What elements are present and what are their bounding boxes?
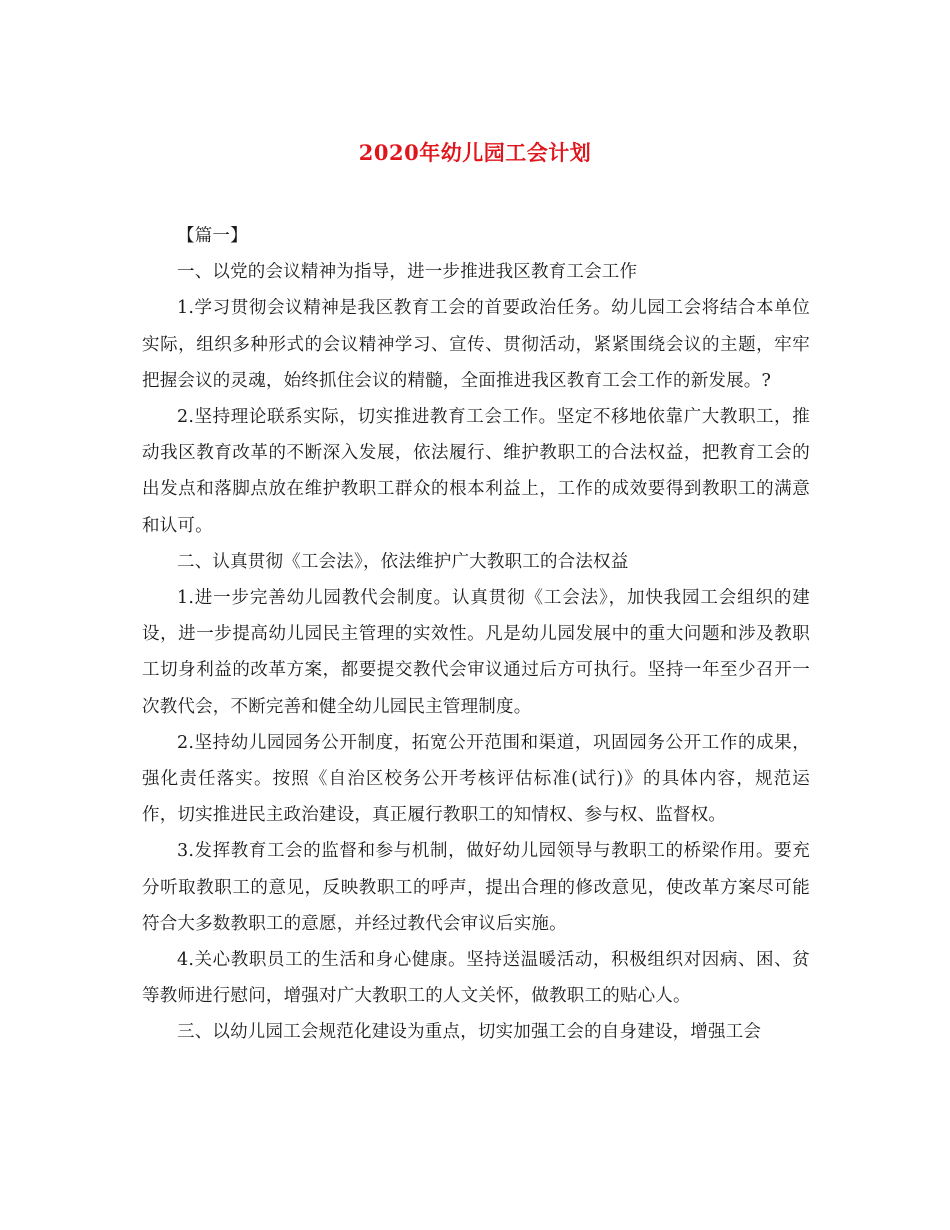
section-label-part-one: 【篇一】 (177, 226, 248, 246)
heading-section-2: 二、认真贯彻《工会法》，依法维护广大教职工的合法权益 (177, 551, 629, 572)
paragraph-2-3: 3.发挥教育工会的监督和参与机制，做好幼儿园领导与教职工的桥梁作用。要充分听取教职工的意见，反映教职工的呼声，提出合理的修改意见，使改革方案尽可能符合大多数教职工的意愿，并经过教代会审议后实施。 (142, 841, 810, 934)
paragraph-2-4: 4.关心教职员工的生活和身心健康。坚持送温暖活动，积极组织对因病、困、贫等教师进行慰问，增强对广大教职工的人文关怀，做教职工的贴心人。 (142, 950, 810, 1007)
paragraph-1-1: 1.学习贯彻会议精神是我区教育工会的首要政治任务。幼儿园工会将结合本单位实际，组织多种形式的会议精神学习、宣传、贯彻活动，紧紧围绕会议的主题，牢牢把握会议的灵魂，始终抓住会议的精髓，全面推进我区教育工会工作的新发展。? (142, 298, 810, 391)
heading-section-1: 一、以党的会议精神为指导，进一步推进我区教育工会工作 (177, 262, 638, 283)
paragraph-1-2: 2.坚持理论联系实际，切实推进教育工会工作。坚定不移地依靠广大教职工，推动我区教育改革的不断深入发展，依法履行、维护教职工的合法权益，把教育工会的出发点和落脚点放在维护教职工群众的根本利益上，工作的成效要得到教职工的满意和认可。 (142, 407, 810, 536)
paragraph-2-1: 1.进一步完善幼儿园教代会制度。认真贯彻《工会法》，加快我园工会组织的建设，进一步提高幼儿园民主管理的实效性。凡是幼儿园发展中的重大问题和涉及教职工切身利益的改革方案，都要提交教代会审议通过后方可执行。坚持一年至少召开一次教代会，不断完善和健全幼儿园民主管理制度。 (142, 588, 810, 717)
heading-section-3: 三、以幼儿园工会规范化建设为重点，切实加强工会的自身建设，增强工会 (177, 1022, 762, 1043)
document-body (142, 218, 810, 1051)
document-title: 2020年幼儿园工会计划 (358, 140, 592, 165)
paragraph-2-2: 2.坚持幼儿园园务公开制度，拓宽公开范围和渠道，巩固园务公开工作的成果，强化责任落实。按照《自治区校务公开考核评估标准(试行)》的具体内容，规范运作，切实推进民主政治建设，真正履行教职工的知情权、参与权、监督权。 (142, 732, 810, 826)
